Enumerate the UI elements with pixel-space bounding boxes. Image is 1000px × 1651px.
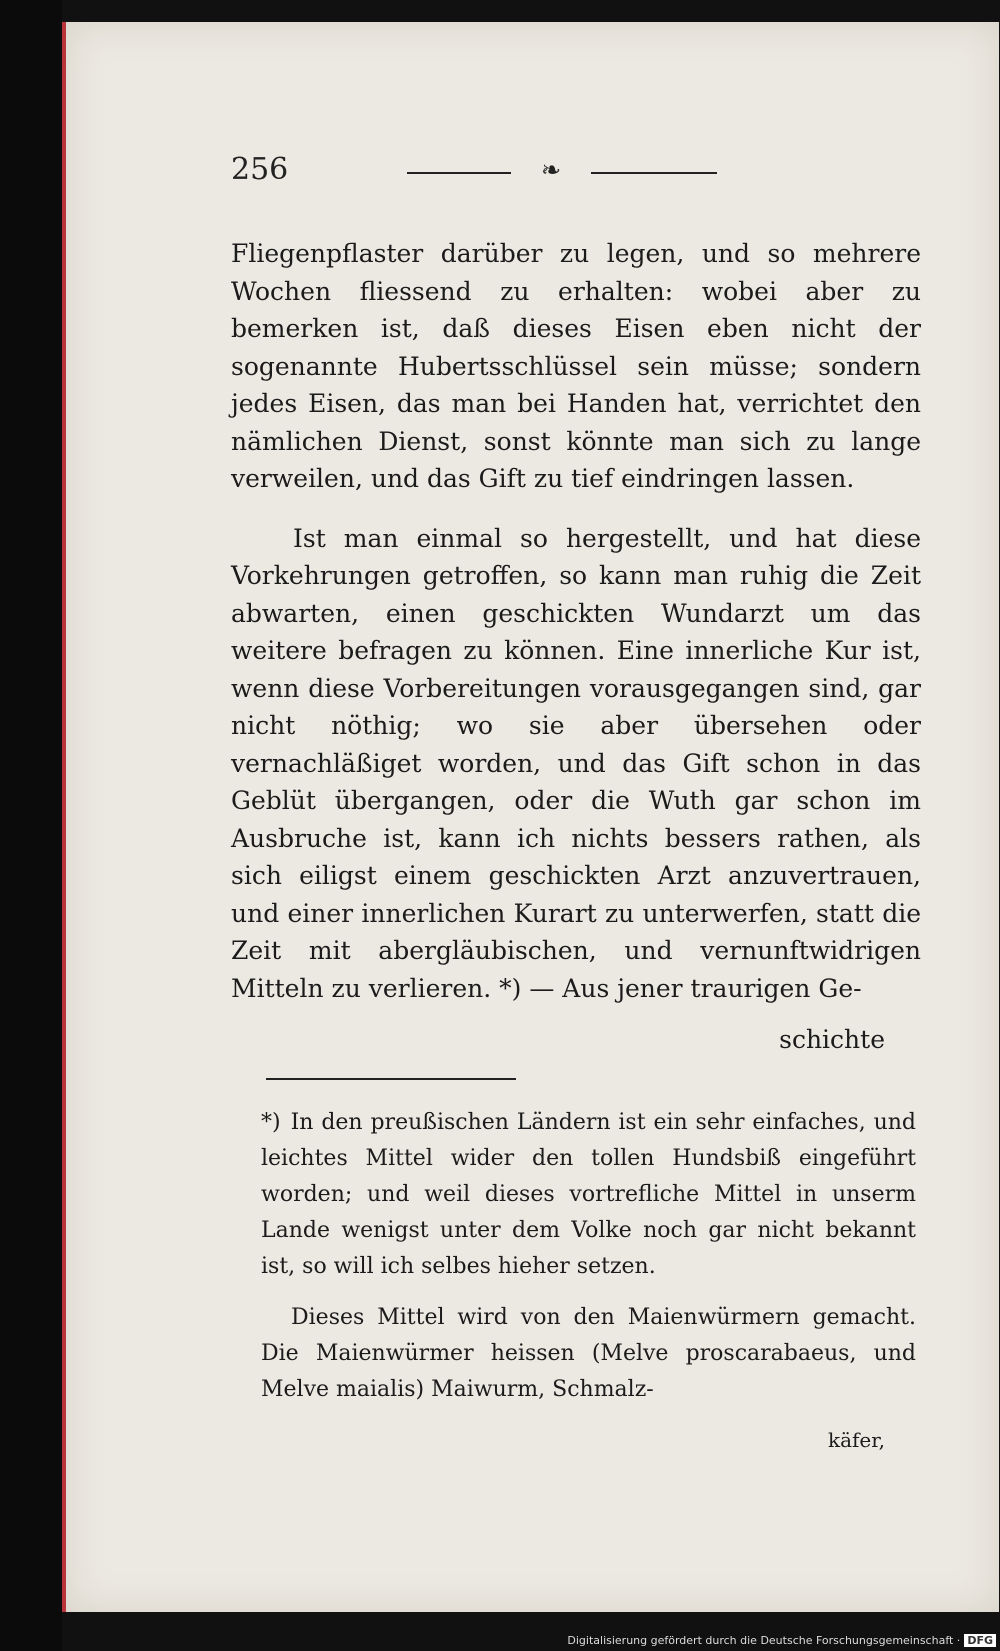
footnote-marker: *) bbox=[261, 1110, 281, 1135]
digitization-credit bbox=[567, 1634, 996, 1647]
running-header bbox=[231, 150, 921, 194]
footnote-paragraph-2: Dieses Mittel wird von den Maienwürmern gemacht. Die Maienwürmer heissen (Melve proscarabaeus, und Melve maialis) Maiwurm, Schmalz- bbox=[261, 1305, 916, 1402]
main-text bbox=[231, 235, 921, 1007]
footnote-rule bbox=[266, 1078, 516, 1080]
book-page bbox=[62, 22, 999, 1612]
paragraph-1: Fliegenpflaster darüber zu legen, und so mehrere Wochen fliessend zu erhalten: wobei aber zu bemerken ist, daß dieses Eisen eben nicht der sogenannte Hubertsschlüssel sein müsse; sondern jedes Eisen, das man bei Handen hat, verrichtet den nämlichen Dienst, sonst könnte man sich zu lange verweilen, und das Gift zu tief eindringen lassen. bbox=[231, 239, 921, 493]
footnote-text: In den preußischen Ländern ist ein sehr einfaches, und leichtes Mittel wider den tollen Hundsbiß eingeführt worden; und weil dieses vortrefliche Mittel in unserm Lande wenigst unter dem Volke noch gar nicht bekannt ist, so will ich selbes hieher setzen. bbox=[261, 1110, 916, 1279]
dfg-logo: DFG bbox=[964, 1634, 996, 1647]
header-ornament-icon: ❧ bbox=[511, 156, 591, 186]
catchword: schichte bbox=[779, 1025, 885, 1054]
page-number: 256 bbox=[231, 152, 289, 187]
footnote-catchword: käfer, bbox=[827, 1428, 885, 1452]
credit-text: Digitalisierung gefördert durch die Deutsche Forschungsgemeinschaft · bbox=[567, 1634, 961, 1647]
footnote bbox=[261, 1105, 916, 1285]
paragraph-2: Ist man einmal so hergestellt, und hat diese Vorkehrungen getroffen, so kann man ruhig die Zeit abwarten, einen geschickten Wundarzt um das weitere befragen zu können. Eine innerliche Kur ist, wenn diese Vorbereitungen vorausgegangen sind, gar nicht nöthig; wo sie aber übersehen oder vernachläßiget worden, und das Gift schon in das Geblüt übergangen, oder die Wuth gar schon im Ausbruche ist, kann ich nichts bessers rathen, als sich eiligst einem geschickten Arzt anzuvertrauen, und einer innerlichen Kurart zu unterwerfen, statt die Zeit mit abergläubischen, und vernunftwidrigen Mitteln zu verlieren. *) — Aus jener traurigen Ge- bbox=[231, 523, 921, 1003]
book-spine-shadow bbox=[0, 0, 62, 1651]
